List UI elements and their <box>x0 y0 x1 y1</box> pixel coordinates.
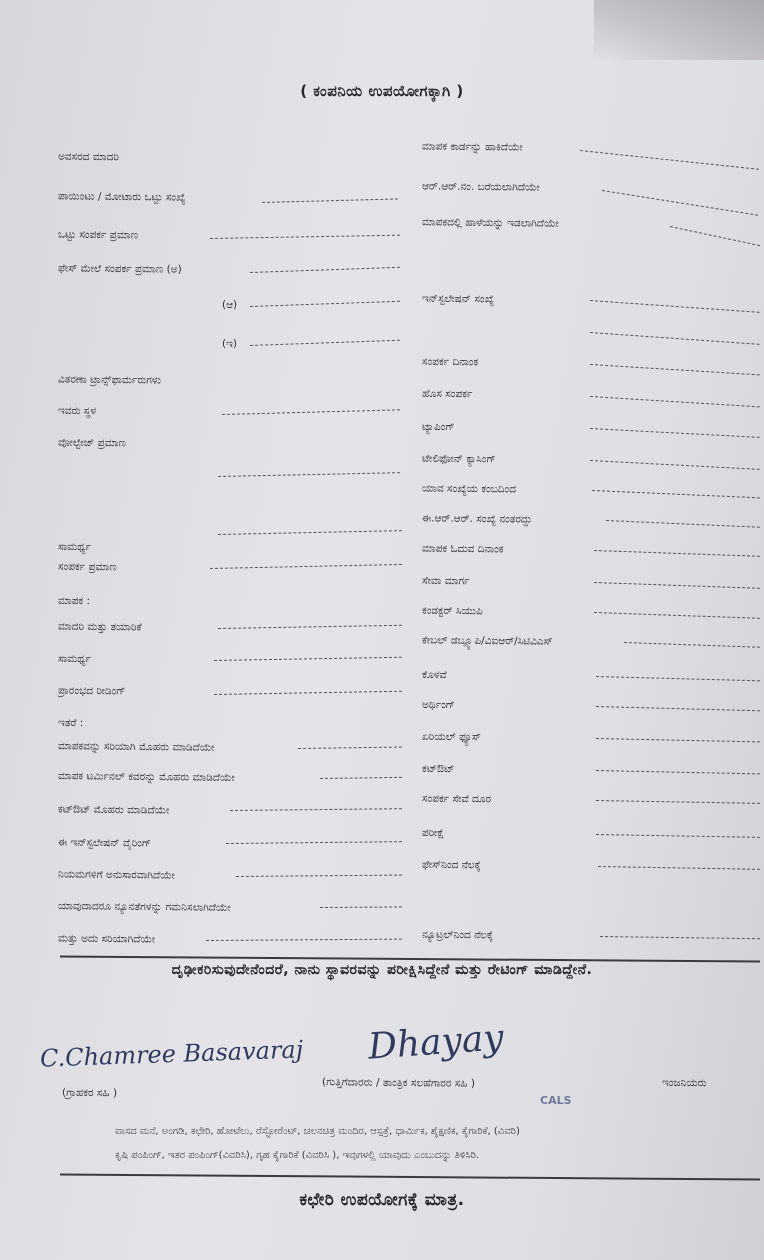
contractor-caption: (ಗುತ್ತಿಗೆದಾರರು / ತಾಂತ್ರಿಕ ಸಲಹೆಗಾರರ ಸಹಿ ) <box>322 1076 475 1090</box>
field-label: ಕಂಡಕ್ಟರ್ ಸಿಯುಪಿ <box>422 604 483 618</box>
premises-note-line2: ಕೃಷಿ ಪಂಪಿಂಗ್, ಇತರ ಪಂಪಿಂಗ್(ವಿವರಿಸಿ), ಗೃಹ ಕೈಗಾರಿಕೆ (ವಿವರಿಸಿ ), ಇವುಗಳಲ್ಲಿ ಯಾವುದು ಎಂಬುದನ್ನು ತಿಳಿಸಿರಿ. <box>115 1150 480 1161</box>
fill-line[interactable] <box>206 939 402 941</box>
certification-text: ದೃಢೀಕರಿಸುವುದೇನೆಂದರೆ, ನಾನು ಸ್ಥಾವರವನ್ನು ಪರೀಕ್ಷಿಸಿದ್ದೇನೆ ಮತ್ತು ರೇಟಿಂಗ್ ಮಾಡಿದ್ದೇನೆ. <box>171 962 593 978</box>
fill-line[interactable] <box>600 936 760 939</box>
fill-line[interactable] <box>250 340 400 346</box>
fill-line[interactable] <box>298 747 402 749</box>
field-label: ಆರ್.ಆರ್.ನಂ. ಬರೆಯಲಾಗಿದೆಯೇ <box>422 180 540 194</box>
field-label: ಮಾಪಕ ಟರ್ಮಿನಲ್ ಕವರನ್ನು ಮೊಹರು ಮಾಡಿದೆಯೇ <box>58 770 235 784</box>
form-title: ( ಕಂಪನಿಯ ಉಪಯೋಗಕ್ಕಾಗಿ ) <box>300 82 464 100</box>
field-label: ಪ್ರಾರಂಭದ ರೀಡಿಂಗ್ <box>58 684 126 698</box>
fill-line[interactable] <box>590 428 760 438</box>
fill-line[interactable] <box>230 808 402 811</box>
fill-line[interactable] <box>262 198 398 203</box>
fill-line[interactable] <box>590 332 760 345</box>
fill-line[interactable] <box>580 150 759 170</box>
fill-line[interactable] <box>606 520 760 528</box>
field-label: ಯಾವ ಸಂಖ್ಯೆಯ ಕಂಬದಿಂದ <box>422 482 517 496</box>
fill-line[interactable] <box>250 267 400 273</box>
fill-line[interactable] <box>214 657 402 661</box>
field-label: ಒಟ್ಟು ಸಂಪರ್ಕ ಪ್ರಮಾಣ <box>58 228 139 242</box>
field-label: ಸಂಪರ್ಕ ದಿನಾಂಕ <box>422 355 479 369</box>
fill-line[interactable] <box>594 612 760 619</box>
field-label: ಇತರೆ : <box>58 716 84 730</box>
field-label: ಟ್ಯಾಪಿಂಗ್ <box>422 420 455 434</box>
field-label: ಸೇವಾ ಮಾರ್ಗ <box>422 574 470 588</box>
fill-line[interactable] <box>218 472 400 477</box>
field-label: ಏರಿಯಲ್ ಫ್ಯೂಸ್ <box>422 730 481 744</box>
field-label: ಇನ್‌ಸ್ಟಲೇಷನ್ ಸಂಖ್ಯೆ <box>422 292 495 306</box>
field-label: ಮಾಪಕದಲ್ಲಿ ಹಾಳೆಯನ್ನು ಇಡಲಾಗಿದೆಯೇ <box>422 216 559 230</box>
fill-line[interactable] <box>594 550 760 557</box>
fill-line[interactable] <box>214 691 402 695</box>
field-label: ಹೊಸ ಸಂಪರ್ಕ <box>422 387 473 401</box>
fill-line[interactable] <box>590 300 760 313</box>
field-label: ಅರ್ಥಿಂಗ್ <box>422 698 455 712</box>
fill-line[interactable] <box>596 800 760 804</box>
field-label: ಕೇಬಲ್ ಡಬ್ಲ್ಯೂಪಿ/ವಿಐಆರ್/ಸಿಟಿವಿಎಸ್ <box>422 634 553 648</box>
fill-line[interactable] <box>218 625 402 629</box>
fill-line[interactable] <box>624 642 760 648</box>
field-label: ಕಟ್‌ಔಟ್ <box>422 762 455 776</box>
field-label: ಪಾಯಿಂಟು / ಮೋಟಾರು ಒಟ್ಟು ಸಂಖ್ಯೆ <box>58 190 186 204</box>
customer-caption: (ಗ್ರಾಹಕರ ಸಹಿ ) <box>62 1086 118 1100</box>
fill-line[interactable] <box>596 834 760 838</box>
fill-line[interactable] <box>596 676 760 681</box>
field-label: ಅವಸರದ ಮಾದರಿ <box>58 150 119 164</box>
field-label: ಮಾಪಕ ಓದುವ ದಿನಾಂಕ <box>422 542 504 556</box>
field-label: ಸಂಪರ್ಕ ಸೇವೆ ದೂರ <box>422 792 492 806</box>
fill-line[interactable] <box>250 301 400 307</box>
section-divider <box>60 1174 760 1181</box>
field-label: ಈ ಇನ್‌ಸ್ಟಲೇಷನ್ ವೈರಿಂಗ್ <box>58 836 152 850</box>
field-label: ಟೇಲಿಫೋನ್ ಕ್ಯಾಸಿಂಗ್ <box>422 452 496 466</box>
field-label: ನಿಯಮಗಳಿಗೆ ಅನುಸಾರವಾಗಿದೆಯೇ <box>58 868 175 882</box>
fill-line[interactable] <box>210 235 400 239</box>
field-label: ಪರೀಕ್ಷೆ <box>422 826 445 840</box>
fill-line[interactable] <box>210 564 402 569</box>
stamp-mark: CALS <box>540 1094 572 1107</box>
fill-line[interactable] <box>590 460 760 470</box>
field-label: ಸಾಮರ್ಥ್ಯ <box>58 652 91 666</box>
field-label: ಯಾವುದಾದರೂ ನ್ಯೂನತೆಗಳನ್ನು ಗಮನಿಸಲಾಗಿದೆಯೇ <box>58 900 231 914</box>
fill-line[interactable] <box>590 396 760 407</box>
contractor-signature: Dhayay <box>366 1017 505 1068</box>
field-label: ಫೇಸ್ ಮೇಲೆ ಸಂಪರ್ಕ ಪ್ರಮಾಣ (ಅ) <box>58 262 182 276</box>
engineer-caption: ಇಂಜನಿಯರು <box>662 1076 707 1090</box>
field-label: ಮಾದರಿ ಮತ್ತು ತಯಾರಿಕೆ <box>58 620 142 634</box>
office-use-title: ಕಛೇರಿ ಉಪಯೋಗಕ್ಕೆ ಮಾತ್ರ. <box>299 1190 465 1210</box>
field-label: ಮಾಪಕವನ್ನು ಸರಿಯಾಗಿ ಮೊಹರು ಮಾಡಿದೆಯೇ <box>58 740 215 754</box>
field-label: ಮತ್ತು ಅದು ಸರಿಯಾಗಿದೆಯೇ <box>58 932 156 946</box>
fill-line[interactable] <box>592 490 760 498</box>
premises-note-line1: ವಾಸದ ಮನೆ, ಅಂಗಡಿ, ಕಛೇರಿ, ಹೋಟೆಲು, ರೆಸ್ಟೋರೆಂಟ್, ಚಲನಚಿತ್ರ ಮಂದಿರ, ಆಸ್ಪತ್ರೆ, ಧಾರ್ಮಿಕ, ಶೈಕ್ಷಣಿಕ, ಕೈಗಾರಿಕೆ, (ವಿವರಿ) <box>115 1126 520 1137</box>
field-label: ವೋಲ್ಟೇಜ್ ಪ್ರಮಾಣ <box>58 436 126 450</box>
field-label: ಇವರು ಸ್ಥಳ <box>58 404 97 418</box>
fill-line[interactable] <box>602 190 758 216</box>
field-label: ವಿತರಣಾ ಟ್ರಾನ್ಸ್‌ಫಾರ್ಮರುಗಳು <box>58 373 161 387</box>
fill-line[interactable] <box>590 364 760 375</box>
field-label: ಸಾಮರ್ಥ್ಯ <box>58 540 91 554</box>
page-shadow <box>594 0 764 60</box>
fill-line[interactable] <box>594 582 760 589</box>
field-label: ಕಟ್‌ಔಟ್ ಮೊಹರು ಮಾಡಿದೆಯೇ <box>58 803 170 817</box>
field-label: ಸಂಪರ್ಕ ಪ್ರಮಾಣ <box>58 560 117 574</box>
fill-line[interactable] <box>222 409 400 415</box>
fill-line[interactable] <box>598 866 760 870</box>
field-label: ಫೇಸ್‌ನಿಂದ ನೆಲಕ್ಕೆ <box>422 858 481 872</box>
field-label: ಮಾಪಕ ಕಾರ್ಡನ್ನು ಹಾಕಿದೆಯೇ <box>422 140 523 154</box>
fill-line[interactable] <box>596 738 760 742</box>
field-label: ನ್ಯೂಟ್ರಲ್‌ನಿಂದ ನೆಲಕ್ಕೆ <box>422 928 493 942</box>
fill-line[interactable] <box>236 875 402 877</box>
fill-line[interactable] <box>320 906 402 908</box>
fill-line[interactable] <box>218 530 402 535</box>
fill-line[interactable] <box>320 777 402 779</box>
fill-line[interactable] <box>596 770 760 774</box>
field-label: (ಆ) <box>222 298 238 312</box>
field-label: ಮಾಪಕ : <box>58 594 91 608</box>
field-label: (ಇ) <box>222 337 238 351</box>
fill-line[interactable] <box>670 226 760 246</box>
customer-signature: C.Chamree Basavaraj <box>39 1035 304 1073</box>
field-label: ಕೊಳವೆ <box>422 668 447 682</box>
fill-line[interactable] <box>596 706 760 711</box>
field-label: ಈ.ಆರ್.ಆರ್. ಸಂಖ್ಯೆ ನಂತರದ್ದು <box>422 512 533 526</box>
fill-line[interactable] <box>226 841 402 844</box>
